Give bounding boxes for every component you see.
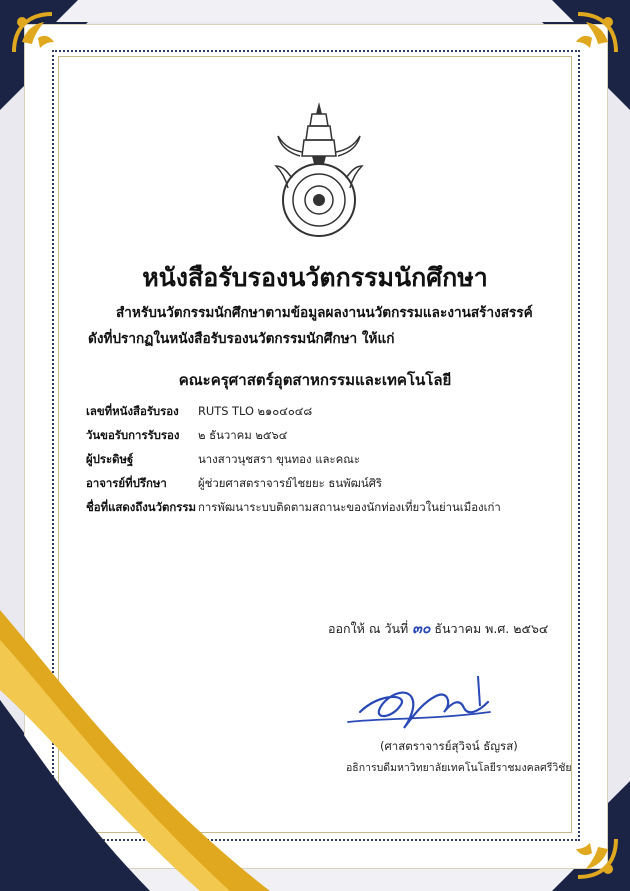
- detail-label: วันขอรับการรับรอง: [86, 428, 180, 442]
- signer-name: (ศาสตราจารย์สุวิจน์ ธัญรส): [380, 739, 518, 753]
- signer-title: อธิการบดีมหาวิทยาลัยเทคโนโลยีราชมงคลศรีวิชัย: [346, 762, 572, 774]
- subtitle-line-2: ดังที่ปรากฏในหนังสือรับรองนวัตกรรมนักศึกษา ให้แก่: [88, 331, 395, 347]
- certificate-title: หนังสือรับรองนวัตกรรมนักศึกษา: [142, 263, 488, 292]
- subtitle-line-1: สำหรับนวัตกรรมนักศึกษาตามข้อมูลผลงานนวัตกรรมและงานสร้างสรรค์: [116, 305, 533, 321]
- corner-ornament-icon: [566, 827, 622, 883]
- recipient-name: คณะครุศาสตร์อุตสาหกรรมและเทคโนโลยี: [178, 371, 452, 389]
- detail-label: ชื่อที่แสดงถึงนวัตกรรม: [86, 500, 197, 514]
- corner-ornament-icon: [8, 8, 64, 64]
- issue-date: [328, 618, 548, 640]
- detail-value: นางสาวนุชสรา ขุนทอง และคณะ: [198, 452, 360, 466]
- detail-value: ๒ ธันวาคม ๒๕๖๔: [198, 428, 288, 442]
- detail-label: ผู้ประดิษฐ์: [86, 452, 134, 466]
- detail-value: RUTS TLO ๒๑๐๔๐๔๘: [198, 404, 313, 418]
- detail-value: การพัฒนาระบบติดตามสถานะของนักท่องเที่ยวในย่านเมืองเก่า: [198, 500, 501, 514]
- signature-icon: [340, 672, 500, 734]
- detail-value: ผู้ช่วยศาสตราจารย์ไชยยะ ธนพัฒน์ศิริ: [198, 476, 383, 490]
- corner-ornament-icon: [566, 8, 622, 64]
- detail-label: เลขที่หนังสือรับรอง: [86, 404, 179, 418]
- university-emblem-icon: [272, 100, 366, 240]
- issue-day: ๓๐: [412, 621, 431, 637]
- detail-label: อาจารย์ที่ปรึกษา: [86, 476, 167, 490]
- issue-date-prefix: ออกให้ ณ วันที่: [328, 621, 409, 636]
- issue-date-suffix: ธันวาคม พ.ศ. ๒๕๖๔: [434, 621, 549, 636]
